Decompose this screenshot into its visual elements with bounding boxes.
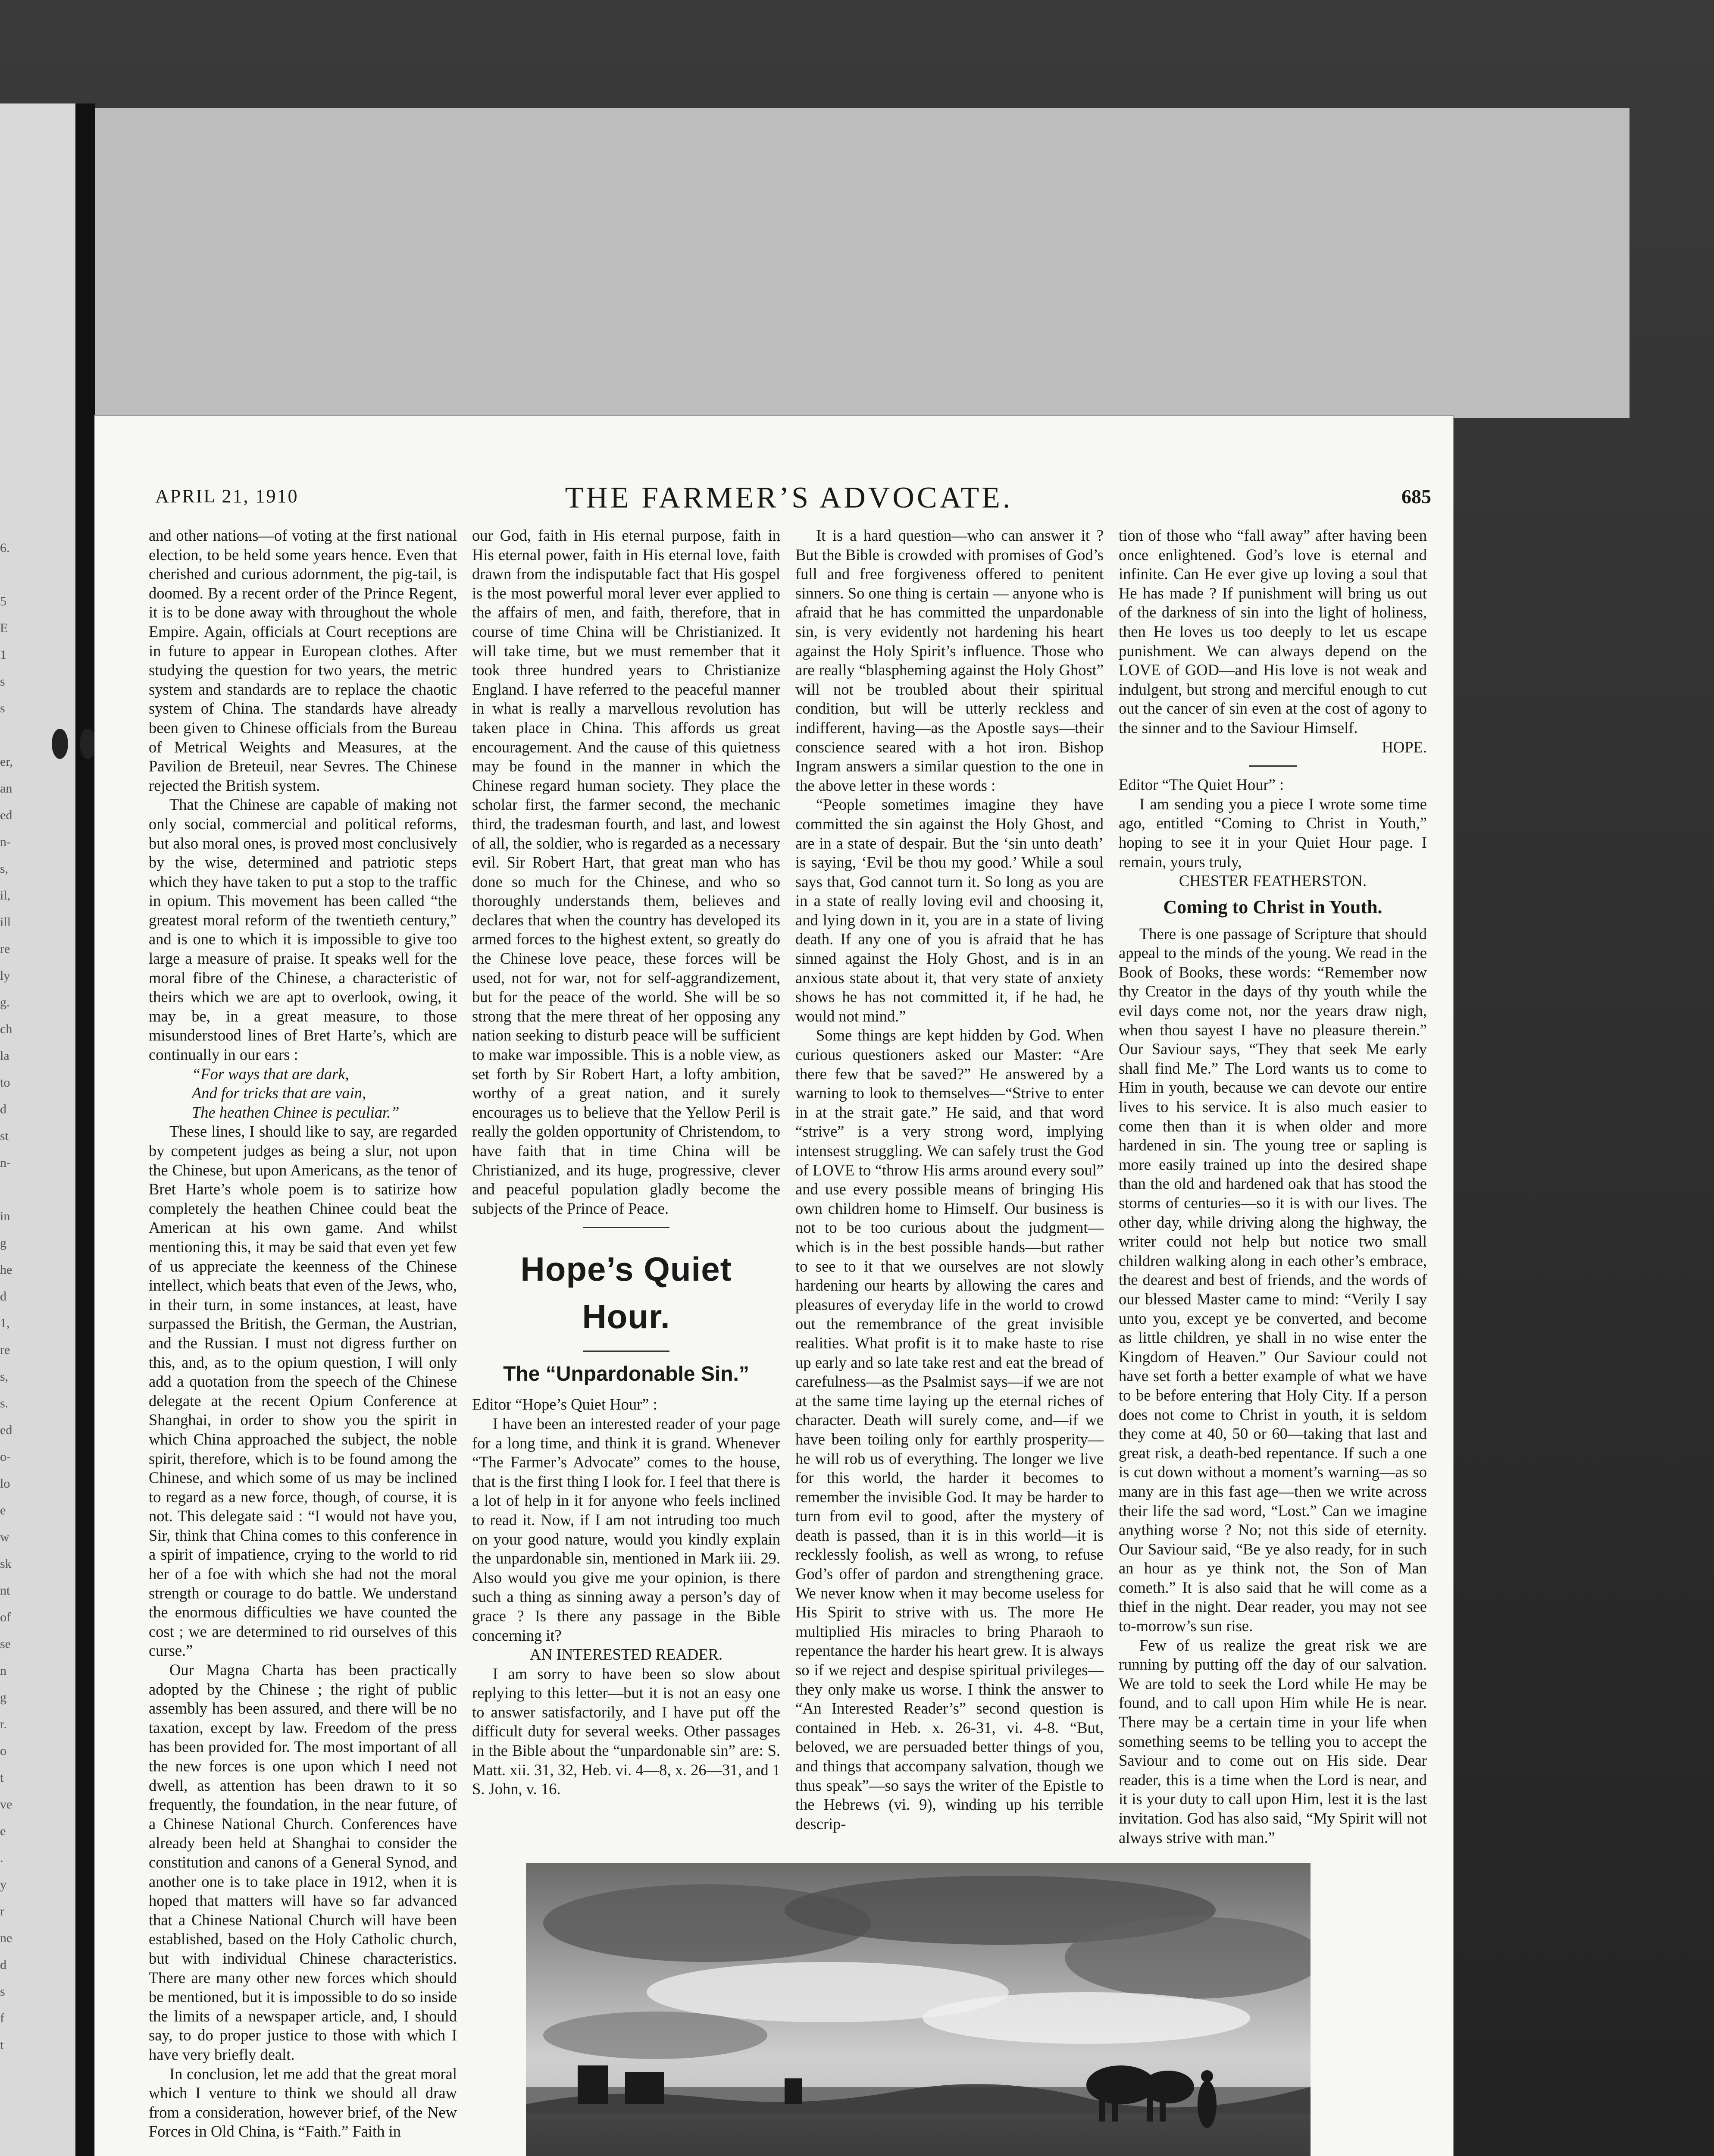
letter-salutation: Editor “Hope’s Quiet Hour” : (472, 1395, 657, 1413)
masthead-title: THE FARMER’S ADVOCATE. (565, 481, 1013, 514)
previous-page-edge (0, 103, 75, 2156)
section-title: Hope’s Quiet Hour. (520, 1250, 732, 1336)
back-sheet (95, 108, 1630, 418)
paragraph: I have been an interested reader of your page for a long time, and think it is grand. Whenever “The Farmer’s Advocate” comes to the house, that is the first thing I look for. I feel that there is a lot of help in it for anyone who feels inclined to read it. Now, if I am not intruding too much on your good nature, would you kindly explain the unpardonable sin, mentioned in Mark iii. 29. Also would you give me your opinion, is there such a thing as sinning away a person’s day of grace ? Is there any passage in the Bible concerning it? (472, 1414, 780, 1644)
divider (583, 1227, 669, 1228)
column-1 (149, 526, 457, 2141)
paragraph: Our Magna Charta has been practically adopted by the Chinese ; the right of public assembly has been assured, and there will be no taxation, except by law. Freedom of the press has been provided for. The most important of all the new forces is one upon which I need not dwell, as attention has been drawn to it so frequently, the foundation, in the near future, of a Chinese National Church. Conferences have already been held at Shanghai to consider the constitution and canons of a General Synod, and another one is to take place in 1912, when it is hoped that matters will have so far advanced that a Chinese National Church will have been established, based on the Holy Catholic church, but with individual Chinese characteristics. There are many other new forces which should be mentioned, but it is impossible to do so inside the limits of a newspaper article, and, I should say, to do proper justice to those with which I have very briefly dealt. (149, 1661, 457, 2063)
signature: CHESTER FEATHERSTON. (1179, 872, 1367, 890)
divider (1249, 765, 1297, 767)
page-header (155, 468, 1431, 515)
paragraph: “People sometimes imagine they have committed the sin against the Holy Ghost, and are in a state of despair. But the ‘sin unto death’ is saying, ‘Evil be thou my good.’ While a soul says that, God cannot turn it. So long as you are in a state of really loving evil and choosing it, and lying down in it, you are in a state of living death. If any one of you is afraid that he has sinned against the Holy Ghost, and is in an anxious state about it, that very state of anxiety shows he has not committed it, if he had, he would not mind.” (795, 796, 1104, 1025)
column-4 (1119, 526, 1427, 1847)
letter-salutation: Editor “The Quiet Hour” : (1119, 776, 1284, 794)
signature: HOPE. (1382, 738, 1427, 756)
paragraph: It is a hard question—who can answer it ? But the Bible is crowded with promises of God’s full and free forgiveness offered to penitent sinners. So one thing is certain — anyone who is afraid that he has committed the unpardonable sin, is very evidently not hardening his heart against the Holy Spirit’s influence. Those who are really “blaspheming against the Holy Ghost” will not be troubled about their spiritual condition, but will be utterly reckless and indifferent, having—as the Apostle says—their conscience seared with a hot iron. Bishop Ingram answers a similar question to the one in the above letter in these words : (795, 526, 1104, 794)
paragraph: These lines, I should like to say, are regarded by competent judges as being a slur, not upon the Chinese, but upon Americans, as the tenor of Bret Harte’s whole poem is to satirize how completely the heathen Chinee could beat the American at his own game. And whilst mentioning this, it may be said that even yet few of us appreciate the keenness of the Chinese intellect, which beats that even of the Jews, who, in their turn, in some instances, at least, have surpassed the British, the German, the Austrian, and the Russian. I must not digress further on this, and, as to the opium question, I will only add a quotation from the speech of the Chinese delegate at the recent Opium Conference at Shanghai, in order to show you the spirit in which China approached the subject, the noble spirit, therefore, which is to be found among the Chinese, and which some of us may be inclined to regard as a new force, though, of course, it is not. This delegate said : “I would not have you, Sir, think that China comes to this conference in a spirit of impatience, crying to the world to rid her of a foe with which she had not the moral strength or courage to do battle. We understand the enormous difficulties we have counted the cost ; we are determined to rid ourselves of this curse.” (149, 1122, 457, 1660)
paragraph: Some things are kept hidden by God. When curious questioners asked our Master: “Are there few that be saved?” He answered by a warning to look to themselves—“Strive to enter in at the strait gate.” He said, and that word “strive” is a very strong word, implying intensest struggling. We can safely trust the God of LOVE to “throw His arms around every soul” and use every possible means of bringing His own children home to Himself. Our business is not to be too curious about the judgment—which is in the best possible hands—but rather to see to it that we ourselves are not slowly hardening our hearts by allowing the cares and pleasures of everyday life in the world to crowd out the remembrance of the great invisible realities. What profit is it to make haste to rise up early and so late take rest and eat the bread of carefulness—as the Psalmist says—if we are not at the same time laying up the eternal riches of character. Death will surely come, and—if we have been toiling only for earthly prosperity—he will rob us of everything. The longer we live for this world, the harder it becomes to remember the invisible God. It may be harder to turn from evil to good, after the mystery of death is passed, than it is in this world—it is recklessly foolish, as well as wrong, to refuse God’s offer of pardon and strengthening grace. We never know when it may become useless for His Spirit to strive with us. The more He multiplied His miracles to bring Pharaoh to repentance the harder his heart grew. It is always so if we reject and despise spiritual privileges—they only make us worse. I think the answer to “An Interested Reader’s” second question is contained in Heb. x. 26-31, vi. 4-8. “But, beloved, we are persuaded better things of you, and things that accompany salvation, though we thus speak”—so says the writer of the Epistle to the Hebrews (vi. 9), winding up his terrible descrip- (795, 1026, 1104, 1833)
page-number: 685 (1401, 486, 1431, 508)
paragraph: tion of those who “fall away” after having been once enlightened. God’s love is eternal and infinite. Can He ever give up loving a soul that He has made ? If punishment will bring us out of the darkness of sin into the light of holiness, then He loves us too deeply to let us escape punishment. We can always depend on the LOVE of GOD—and His love is not weak and indulgent, but strong and merciful enough to cut out the cancer of sin even at the cost of agony to the sinner and to the Saviour Himself. (1119, 526, 1427, 736)
paragraph: That the Chinese are capable of making not only social, commercial and political reforms, but also moral ones, is proved most conclusively by the wise, determined and patriotic steps which they have taken to put a stop to the traffic in opium. This movement has been called “the greatest moral reform of the twentieth century,” and is one to which it is impossible to give too large a measure of praise. It speaks well for the moral fibre of the Chinese, a characteristic of theirs which we are apt to overlook, owing, it may be, in a great measure, to those misunderstood lines of Bret Harte’s, which are continually in our ears : (149, 796, 457, 1064)
paragraph: I am sending you a piece I wrote some time ago, entitled “Coming to Christ in Youth,” hoping to see it in your Quiet Hour page. I remain, yours truly, (1119, 795, 1427, 871)
paragraph: There is one passage of Scripture that should appeal to the minds of the young. We read in the Book of Books, these words: “Remember now thy Creator in the days of thy youth while the evil days come not, nor the years draw nigh, when thou sayest I have no pleasure therein.” Our Saviour says, “They that seek Me early shall find Me.” The Lord wants us to come to Him in youth, because we can devote our entire lives to his service. It is also much easier to come then than it is when older and more hardened in sin. The young tree or sapling is more easily trained up into the desired shape than the old and hardened oak that has stood the storms of centuries—so it is with our lives. The other day, while driving along the highway, the writer could not help but notice two small children walking along in each other’s embrace, the dearest and best of friends, and the words of our blessed Master came to mind: “Verily I say unto you, except ye be converted, and become as little children, ye shall in no wise enter the Kingdom of Heaven.” Our Saviour could not have set forth a better example of what we have to be before entering that Holy City. If a person does not come to Christ in youth, it is seldom they come at 40, 50 or 60—taking that last and great risk, a death-bed repentance. If such a one is cut down without a moment’s warning—as so many are in this fast age—then we write across their life the sad word, “Lost.” Can we imagine anything worse ? No; not this side of eternity. Our Saviour said, “Be ye also ready, for in such an hour as ye think not, the Son of Man cometh.” It is also said that he will come as a thief in the night. Dear reader, you may not see to-morrow’s sun rise. (1119, 924, 1427, 1635)
verse-line: The heathen Chinee is peculiar.” (192, 1103, 400, 1121)
article-title: The “Unpardonable Sin.” (503, 1363, 749, 1386)
paragraph: In conclusion, let me add that the great moral which I venture to think we should all draw from a consideration, however brief, of the New Forces in Old China, is “Faith.” Faith in (149, 2065, 457, 2140)
paragraph: our God, faith in His eternal purpose, faith in His eternal power, faith in His eternal love, faith drawn from the indisputable fact that His gospel is the most powerful moral lever ever applied to the affairs of men, and faith, therefore, that in course of time China will be Christianized. It will take time, but we must remember that it took three hundred years to Christianize England. I have referred to the peaceful manner in what is really a marvellous revolution has taken place in China. This affords us great encouragement. And the cause of this quietness may be found in the manner in which the Chinese regard human society. They place the scholar first, the farmer second, the mechanic third, the tradesman fourth, and last, and lowest of all, the soldier, who is regarded as a necessary evil. Sir Robert Hart, that great man who has done so much for the Chinese, and who so thoroughly understands them, believes and declares that when the country has developed its armed forces to the highest extent, so greatly do the Chinese love peace, these forces will be used, not for war, not for self-aggrandizement, but for the peace of the world. She will be so strong that the mere threat of her opposing any nation seeking to disturb peace will be sufficient to make war impossible. This is a noble view, as set forth by Sir Robert Hart, a lofty ambition, worthy of a great nation, and it surely encourages us to believe that the Yellow Peril is really the golden opportunity of Christendom, to have faith that in time China will be Christianized, and its huge, progressive, clever and peaceful population gladly become the subjects of the Prince of Peace. (472, 526, 780, 1217)
paragraph: Few of us realize the great risk we are running by putting off the day of our salvation. We are told to seek the Lord while He may be found, and to call upon Him while He is near. There may be a certain time in your life when something seems to be telling you to accept the Saviour and to come out on His side. Dear reader, this is a time when the Lord is near, and it is your duty to call upon Him, lest it is the last invitation. God has also said, “My Spirit will not always strive with man.” (1119, 1636, 1427, 1846)
photo-illustration (526, 1863, 1311, 2156)
issue-date: APRIL 21, 1910 (155, 486, 299, 507)
column-3 (795, 526, 1104, 1833)
divider (583, 1351, 669, 1352)
landscape-photograph (526, 1863, 1311, 2156)
previous-page-fragments: 6. 5 E 1 s s er, an ed n- s, il, ill re ly g. ch la to d st n- in g he d 1, re s, s. ed o- lo e w sk nt of se n g r. o t ve e . y r ne d s f t (0, 541, 13, 2052)
column-2 (472, 526, 780, 1799)
binder-hole-icon (80, 729, 96, 759)
paragraph: and other nations—of voting at the first national election, to be held some years hence. Even that cherished and curious adornment, the pig-tail, is doomed. By a recent order of the Prince Regent, it is to be done away with throughout the whole Empire. Again, officials at Court receptions are in future to appear in European clothes. After studying the question for two years, the metric system and standards are to replace the chaotic system of China. The standards have already been given to Chinese officials from the Bureau of Metrical Weights and Measures, at the Pavilion de Breteuil, near Sevres. The Chinese rejected the British system. (149, 526, 457, 794)
verse-line: “For ways that are dark, (192, 1065, 349, 1083)
verse-line: And for tricks that are vain, (192, 1084, 366, 1102)
binder-hole-icon (52, 729, 68, 759)
paragraph: I am sorry to have been so slow about replying to this letter—but it is not an easy one to answer satisfactorily, and I have put off the difficult duty for several weeks. Other passages in the Bible about the “unpardonable sin” are: S. Matt. xii. 31, 32, Heb. vi. 4—8, x. 26—31, and 1 S. John, v. 16. (472, 1664, 780, 1798)
binding-gutter (75, 103, 95, 2156)
article-subtitle: Coming to Christ in Youth. (1163, 896, 1382, 918)
signature: AN INTERESTED READER. (529, 1645, 723, 1664)
newspaper-page (95, 416, 1453, 2156)
